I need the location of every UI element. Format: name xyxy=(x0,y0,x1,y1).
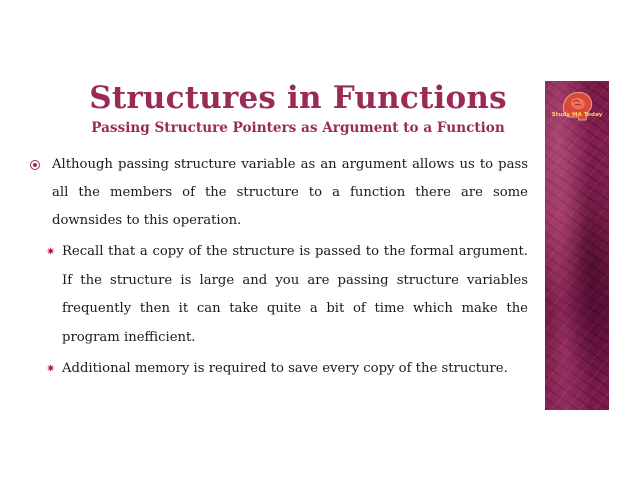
logo-text: Study MA Today xyxy=(551,112,603,118)
main-bullet-item xyxy=(30,151,528,235)
slide-subtitle: Passing Structure Pointers as Argument to a Function xyxy=(91,120,505,136)
sub-bullet-item xyxy=(46,355,528,384)
circle-bullet-icon xyxy=(30,160,40,170)
star-bullet-icon: ✷ xyxy=(46,245,56,258)
slide-title: Structures in Functions xyxy=(89,80,507,116)
sub-bullet-text: Additional memory is required to save every copy of the structure. xyxy=(62,361,508,376)
sub-bullet-item xyxy=(46,238,528,352)
slide-content xyxy=(30,151,528,384)
star-bullet-icon: ✷ xyxy=(46,362,56,375)
brain-head-logo-icon xyxy=(557,87,597,125)
decorative-sidebar xyxy=(545,81,609,410)
main-bullet-text: Although passing structure variable as an argument allows us to pass all the members of the structure to a function there are some downsides to this operation. xyxy=(52,157,528,228)
sub-bullet-text: Recall that a copy of the structure is passed to the formal argument. If the structure is large and you are passing structure variables frequently then it can take quite a bit of time which make the program inefficient. xyxy=(62,244,528,345)
